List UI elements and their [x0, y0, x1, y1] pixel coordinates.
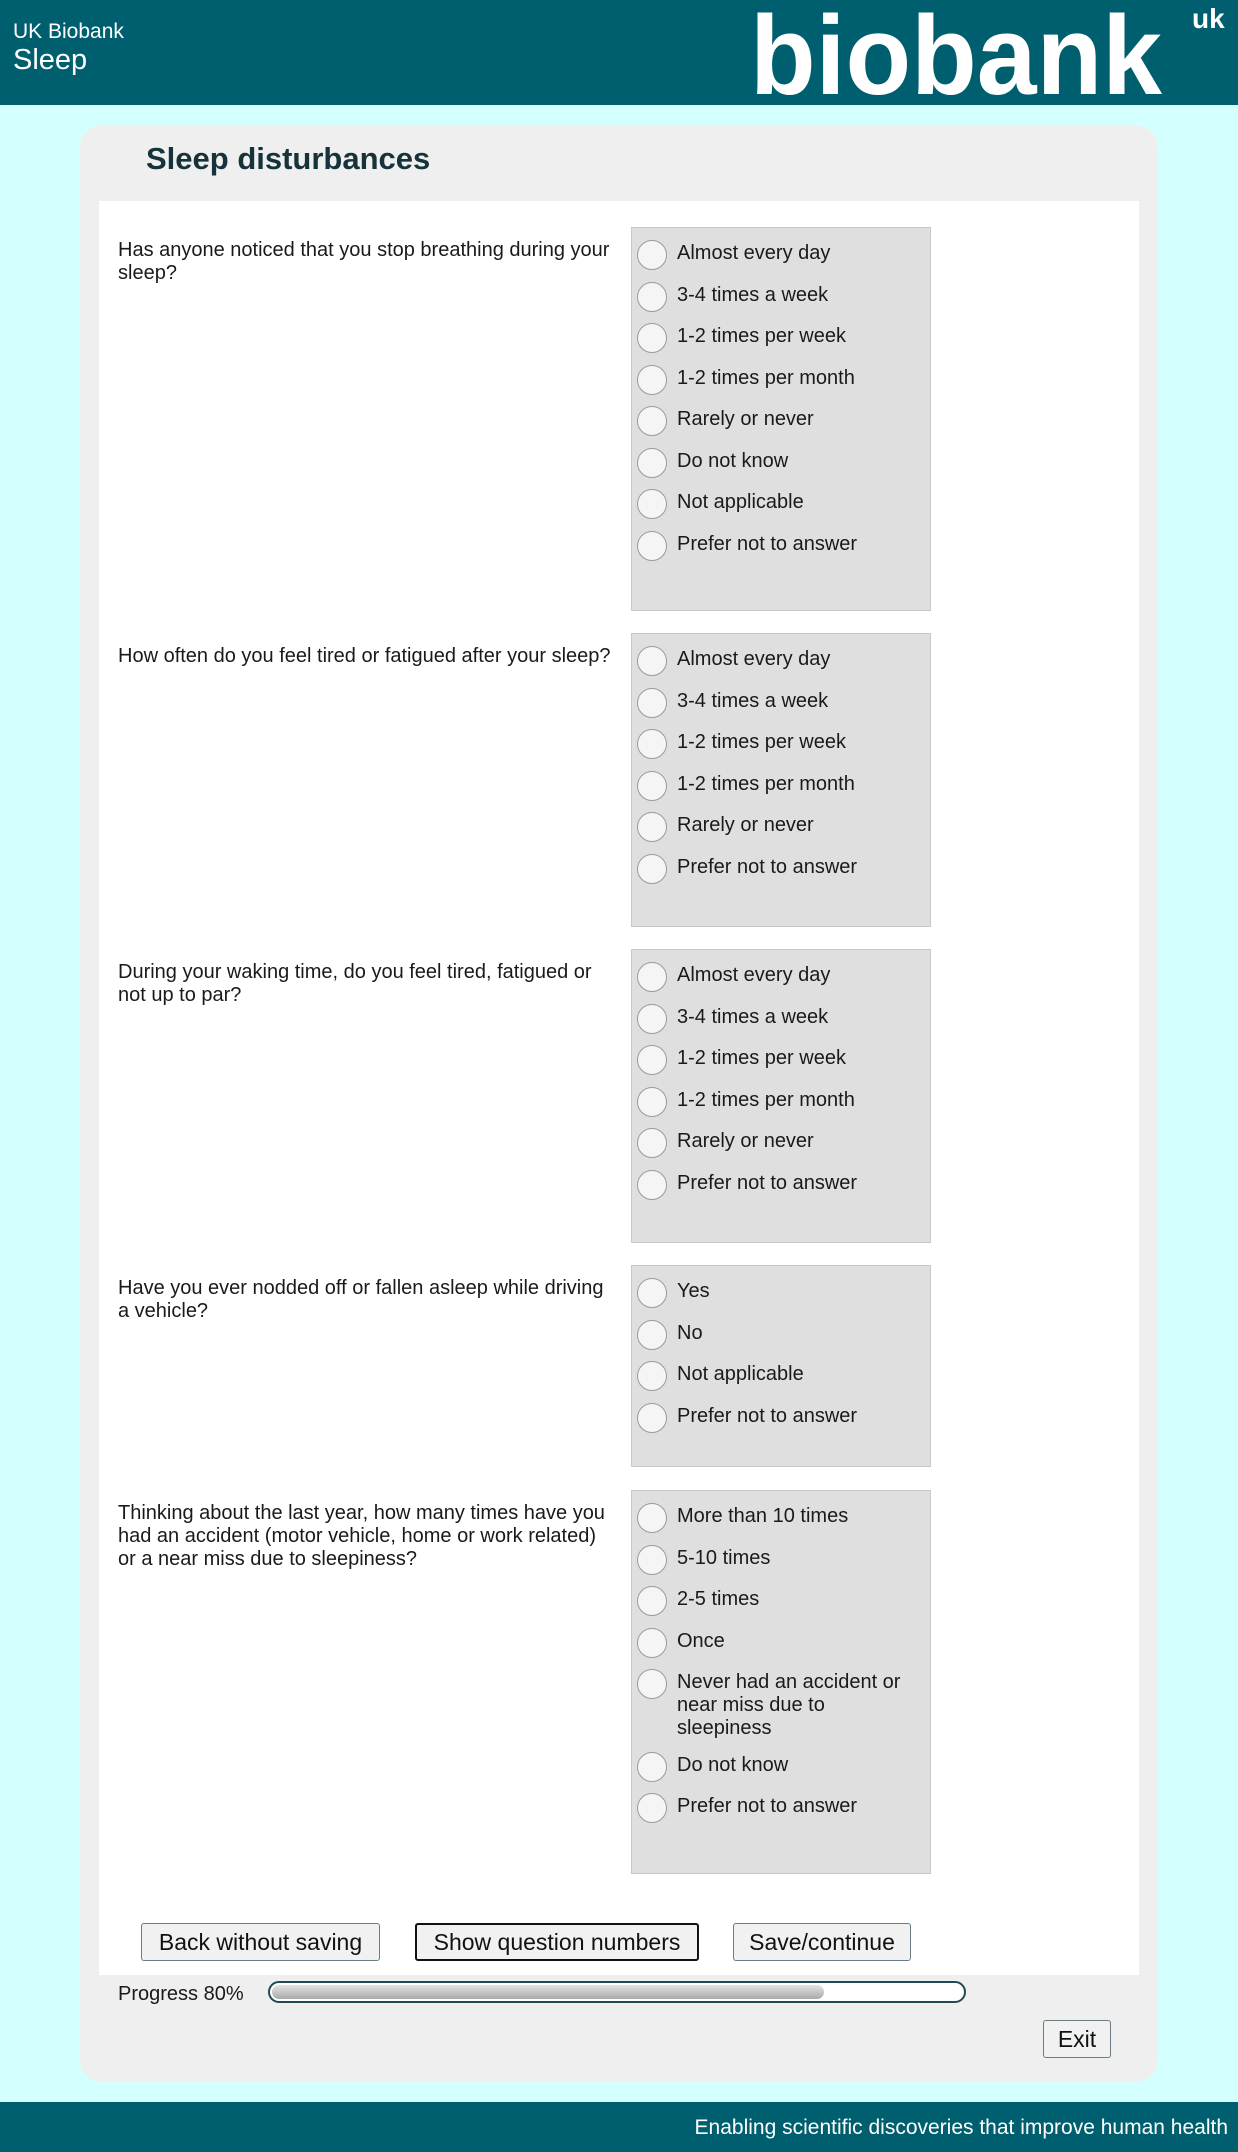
radio-button[interactable]: [637, 406, 667, 436]
radio-button[interactable]: [637, 1628, 667, 1658]
option-label: 1-2 times per month: [677, 1088, 855, 1111]
option-1-2-times-per-week[interactable]: [632, 325, 930, 353]
option-rarely-or-never[interactable]: [632, 1130, 930, 1158]
option-label: 1-2 times per week: [677, 325, 846, 347]
option-almost-every-day[interactable]: [632, 242, 930, 270]
app-header: [0, 0, 1238, 105]
question-1-text: Has anyone noticed that you stop breathing during your sleep?: [118, 239, 610, 284]
option-label: Do not know: [677, 1753, 789, 1776]
radio-button[interactable]: [637, 1793, 667, 1823]
logo-suffix: uk: [1192, 3, 1225, 34]
option-prefer-not-to-answer[interactable]: [632, 1172, 930, 1200]
radio-button[interactable]: [637, 1669, 667, 1699]
radio-button[interactable]: [637, 323, 667, 353]
option-label: 1-2 times per month: [677, 366, 855, 389]
progress-label: Progress 80%: [118, 1983, 244, 2005]
option-do-not-know[interactable]: [632, 450, 930, 478]
radio-button[interactable]: [637, 812, 667, 842]
option-2-5-times[interactable]: [632, 1588, 930, 1616]
radio-button[interactable]: [637, 1403, 667, 1433]
option-label: Yes: [677, 1280, 710, 1302]
option-label: 5-10 times: [677, 1546, 771, 1569]
radio-button[interactable]: [637, 688, 667, 718]
radio-button[interactable]: [637, 646, 667, 676]
footer-tagline: Enabling scientific discoveries that improve human health: [694, 2116, 1228, 2139]
radio-button[interactable]: [637, 1503, 667, 1533]
option-1-2-times-per-month[interactable]: [632, 367, 930, 395]
option-3-4-times-a-week[interactable]: [632, 690, 930, 718]
progress-bar-fill: [272, 1985, 824, 1999]
option-3-4-times-a-week[interactable]: [632, 284, 930, 312]
option-label: Almost every day: [677, 242, 831, 264]
option-1-2-times-per-month[interactable]: [632, 1089, 930, 1117]
option-not-applicable[interactable]: [632, 1363, 930, 1391]
question-4-text: Have you ever nodded off or fallen asleep while driving a vehicle?: [118, 1277, 604, 1322]
option-label: Prefer not to answer: [677, 1171, 858, 1194]
option-label: Once: [677, 1629, 725, 1652]
radio-button[interactable]: [637, 365, 667, 395]
radio-button[interactable]: [637, 448, 667, 478]
option-label: Never had an accident or near miss due to sleepiness: [677, 1671, 901, 1739]
option-no[interactable]: [632, 1322, 930, 1350]
question-5-text: Thinking about the last year, how many times have you had an accident (motor vehicle, home or work related) or a near miss due to sleepiness?: [118, 1502, 605, 1570]
option-rarely-or-never[interactable]: [632, 814, 930, 842]
radio-button[interactable]: [637, 729, 667, 759]
option-5-10-times[interactable]: [632, 1547, 930, 1575]
option-not-applicable[interactable]: [632, 491, 930, 519]
option-label: Not applicable: [677, 1363, 804, 1385]
option-label: More than 10 times: [677, 1505, 849, 1527]
question-3-text: During your waking time, do you feel tired, fatigued or not up to par?: [118, 961, 592, 1006]
app-footer: [0, 2102, 1238, 2152]
radio-button[interactable]: [637, 1128, 667, 1158]
questionnaire-section-title: Sleep: [13, 44, 88, 76]
question-2-options: [631, 633, 931, 927]
option-label: Rarely or never: [677, 408, 814, 430]
option-label: Prefer not to answer: [677, 1795, 858, 1817]
radio-button[interactable]: [637, 240, 667, 270]
radio-button[interactable]: [637, 1545, 667, 1575]
option-label: Rarely or never: [677, 814, 814, 836]
radio-button[interactable]: [637, 1361, 667, 1391]
question-5-options: [631, 1490, 931, 1874]
option-label: 1-2 times per week: [677, 1047, 846, 1069]
option-label: Prefer not to answer: [677, 855, 858, 878]
logo-wordmark: biobank: [750, 2, 1163, 102]
option-label: 1-2 times per month: [677, 772, 855, 795]
option-almost-every-day[interactable]: [632, 648, 930, 676]
option-prefer-not-to-answer[interactable]: [632, 533, 930, 561]
radio-button[interactable]: [637, 1045, 667, 1075]
option-1-2-times-per-week[interactable]: [632, 1047, 930, 1075]
option-label: Rarely or never: [677, 1130, 814, 1152]
option-do-not-know[interactable]: [632, 1754, 930, 1782]
radio-button[interactable]: [637, 1278, 667, 1308]
progress-bar: [268, 1981, 966, 2003]
question-4-options: [631, 1265, 931, 1467]
option-label: Prefer not to answer: [677, 532, 858, 555]
option-label: 3-4 times a week: [677, 689, 829, 712]
option-label: Almost every day: [677, 648, 831, 670]
option-rarely-or-never[interactable]: [632, 408, 930, 436]
exit-button[interactable]: Exit: [1043, 2020, 1111, 2058]
show-question-numbers-button[interactable]: Show question numbers: [415, 1923, 699, 1961]
radio-button[interactable]: [637, 1320, 667, 1350]
radio-button[interactable]: [637, 771, 667, 801]
option-label: Almost every day: [677, 964, 831, 986]
option-label: 1-2 times per week: [677, 731, 846, 753]
save-continue-button[interactable]: Save/continue: [733, 1923, 911, 1961]
radio-button[interactable]: [637, 282, 667, 312]
organisation-name: UK Biobank: [13, 20, 124, 43]
option-prefer-not-to-answer[interactable]: [632, 856, 930, 884]
question-2-text: How often do you feel tired or fatigued after your sleep?: [118, 645, 611, 667]
radio-button[interactable]: [637, 1004, 667, 1034]
option-label: Do not know: [677, 449, 789, 472]
option-label: 3-4 times a week: [677, 1005, 829, 1028]
option-yes[interactable]: [632, 1280, 930, 1308]
radio-button[interactable]: [637, 531, 667, 561]
option-label: Prefer not to answer: [677, 1404, 858, 1427]
option-once[interactable]: [632, 1630, 930, 1658]
radio-button[interactable]: [637, 854, 667, 884]
radio-button[interactable]: [637, 1752, 667, 1782]
option-3-4-times-a-week[interactable]: [632, 1006, 930, 1034]
questions-area: [99, 201, 1139, 1975]
question-3-options: [631, 949, 931, 1243]
radio-button[interactable]: [637, 1170, 667, 1200]
option-almost-every-day[interactable]: [632, 964, 930, 992]
option-label: 2-5 times: [677, 1588, 760, 1610]
option-prefer-not-to-answer[interactable]: [632, 1405, 930, 1433]
questionnaire-panel: [80, 125, 1158, 2082]
question-1-options: [631, 227, 931, 611]
option-prefer-not-to-answer[interactable]: [632, 1795, 930, 1823]
radio-button[interactable]: [637, 1087, 667, 1117]
option-more-than-10-times[interactable]: [632, 1505, 930, 1533]
page-title: Sleep disturbances: [146, 141, 431, 176]
option-label: No: [677, 1321, 703, 1344]
radio-button[interactable]: [637, 962, 667, 992]
option-label: 3-4 times a week: [677, 283, 829, 306]
back-without-saving-button[interactable]: Back without saving: [141, 1923, 380, 1961]
option-never-had-accident[interactable]: [632, 1671, 930, 1740]
option-1-2-times-per-month[interactable]: [632, 773, 930, 801]
option-label: Not applicable: [677, 491, 804, 513]
option-1-2-times-per-week[interactable]: [632, 731, 930, 759]
biobank-logo: [748, 2, 1230, 102]
radio-button[interactable]: [637, 489, 667, 519]
radio-button[interactable]: [637, 1586, 667, 1616]
